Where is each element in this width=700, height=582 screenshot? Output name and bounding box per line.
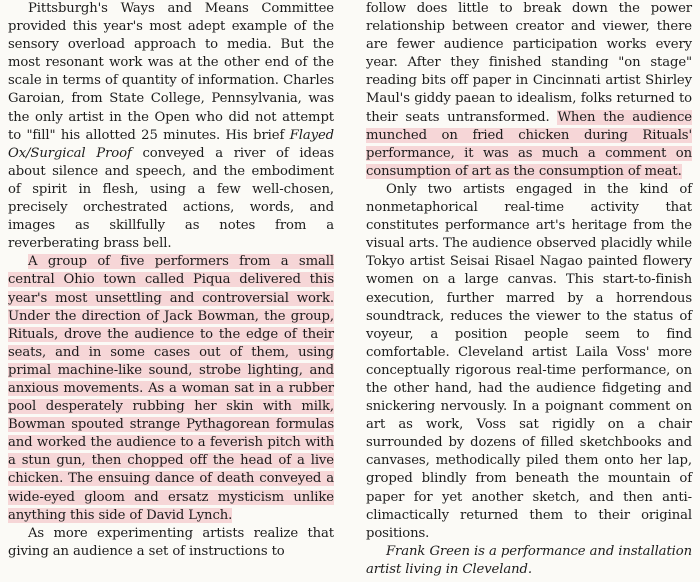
paragraph-real-time [366,181,692,543]
highlighted-text: When the audience munched on fried chicken during Rituals' performance, it was as much a comment on consumption of art as the consumption of meat. [366,109,692,179]
author-byline [366,543,692,579]
paragraph-text: Pittsburgh's Ways and Means Committee provided this year's most adept example of the sensory overload approach to media. But the most resonant work was at the other end of the scale in terms of quantity of information. Charles Garoian, from State College, Pennsylvania, was the only artist in the Open who did not attempt to "fill" his allotted 25 minutes. His brief [8,1,334,143]
paragraph-instructions [8,525,334,561]
right-column [366,0,692,579]
left-column [8,0,334,561]
paragraph-text: follow does little to break down the power relationship between creator and viewer, there are fewer audience participation works every year. After they finished standing "on stage" reading bits off paper in Cincinnati artist Shirley Maul's giddy paean to idealism, folks returned to their seats untransformed. [366,1,692,125]
paragraph-text: As more experimenting artists realize that giving an audience a set of instructions to [8,525,334,559]
paragraph-rituals [8,253,334,524]
byline-text: Frank Green is a performance and installation artist living in Cleveland. [366,543,692,577]
work-title: Flayed Ox/Surgical Proof [8,127,334,161]
paragraph-text: Only two artists engaged in the kind of nonmetaphorical real-time activity that constitutes performance art's heritage from the visual arts. The audience observed placidly while Tokyo artist Seisai Risael Nagao painted flowery women on a large canvas. This start-to-finish execution, further marred by a horrendous soundtrack, reduces the viewer to the status of voyeur, a position people seem to find comfortable. Cleveland artist Laila Voss' more conceptually rigorous real-time performance, on the other hand, had the audience fidgeting and snickering nervously. In a poignant comment on art as work, Voss sat rigidly on a chair surrounded by dozens of filled sketchbooks and canvases, methodically piled them onto her lap, groped blindly from beneath the mountain of paper for yet another sketch, and then anti-climactically returned them to their original positions. [366,181,692,541]
paragraph-participation [366,0,692,181]
highlighted-text: A group of five performers from a small central Ohio town called Piqua delivered this year's most unsettling and controversial work. Under the direction of Jack Bowman, the group, Rituals, drove the audience to the edge of their seats, and in some cases out of them, using primal machine-like sound, strobe lighting, and anxious movements. As a woman sat in a rubber pool desperately rubbing her skin with milk, Bowman spouted strange Pythagorean formulas and worked the audience to a feverish pitch with a stun gun, then chopped off the head of a live chicken. The ensuing dance of death conveyed a wide-eyed gloom and ersatz mysticism unlike anything this side of David Lynch. [8,254,334,523]
paragraph-text: conveyed a river of ideas about silence and speech, and the embodiment of spirit in flesh, using a few well-chosen, precisely orchestrated actions, words, and images as skillfully as notes from a reverberating brass bell. [8,145,334,252]
paragraph-garoian [8,0,334,253]
